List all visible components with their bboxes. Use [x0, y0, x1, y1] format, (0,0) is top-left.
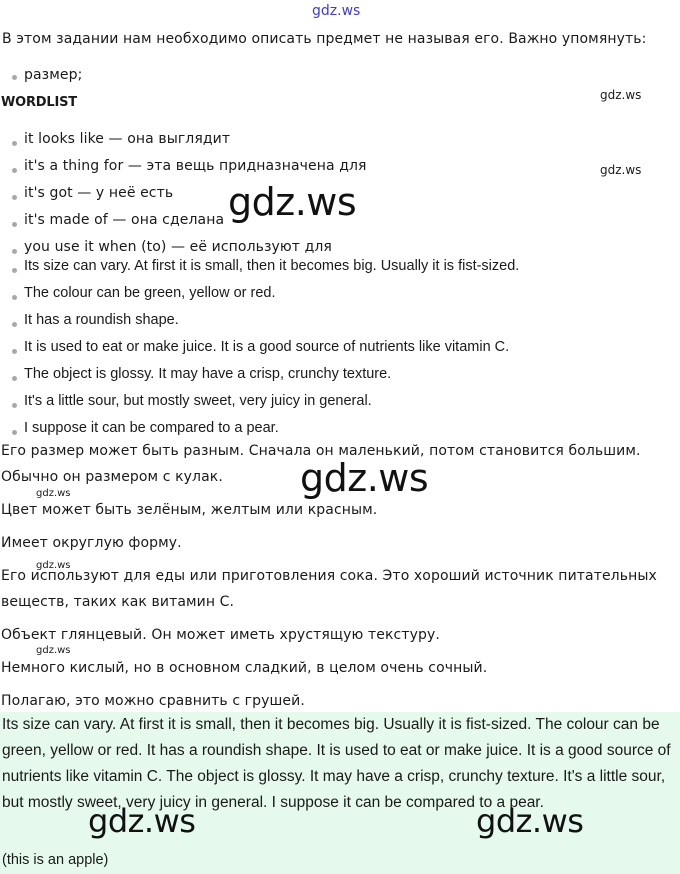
answer-note: (this is an apple): [2, 852, 109, 868]
bullet-icon: [12, 195, 17, 200]
english-point: It's a little sour, but mostly sweet, very juicy in general.: [24, 393, 372, 409]
wordlist-heading: WORDLIST: [1, 95, 77, 110]
watermark-large: gdz.ws: [88, 802, 196, 840]
bullet-icon: [12, 141, 17, 146]
russian-line: Цвет может быть зелёным, желтым или красным.: [1, 502, 378, 518]
english-point: It has a roundish shape.: [24, 312, 179, 328]
wordlist-item: you use it when (to) — её используют для: [24, 239, 332, 255]
english-point: The object is glossy. It may have a crisp, crunchy texture.: [24, 366, 392, 382]
english-point: I suppose it can be compared to a pear.: [24, 420, 279, 436]
watermark-tiny: gdz.ws: [36, 645, 71, 656]
english-point: Its size can vary. At first it is small, then it becomes big. Usually it is fist-sized.: [24, 258, 520, 274]
answer-paragraph: Its size can vary. At first it is small, then it becomes big. Usually it is fist-sized. The colour can be green, yellow or red. It has a roundish shape. It is used to eat or make juice. It is a good source of nutrients like vitamin C. The object is glossy. It may have a crisp, crunchy texture. It's a little sour, but mostly sweet, very juicy in general. I suppose it can be compared to a pear.: [2, 716, 671, 811]
wordlist-item: it's got — у неё есть: [24, 185, 174, 201]
russian-line: Обычно он размером с кулак.: [1, 469, 223, 485]
watermark-large: gdz.ws: [476, 802, 584, 840]
bullet-icon: [12, 168, 17, 173]
russian-line: Немного кислый, но в основном сладкий, в целом очень сочный.: [1, 660, 488, 676]
english-point: The colour can be green, yellow or red.: [24, 285, 276, 301]
wordlist-item: it's made of — она сделана: [24, 212, 225, 228]
wordlist-item: it's a thing for — эта вещь придназначена для: [24, 158, 367, 174]
intro-bullet: размер;: [24, 67, 83, 83]
watermark-large: gdz.ws: [228, 180, 357, 224]
watermark-small: gdz.ws: [600, 88, 642, 102]
intro-text: В этом задании нам необходимо описать предмет не называя его. Важно упомянуть:: [2, 31, 647, 47]
english-point: It is used to eat or make juice. It is a good source of nutrients like vitamin C.: [24, 339, 510, 355]
russian-line: Объект глянцевый. Он может иметь хрустящую текстуру.: [1, 627, 440, 643]
watermark-tiny: gdz.ws: [36, 560, 71, 571]
watermark-small: gdz.ws: [600, 163, 642, 177]
wordlist-item: it looks like — она выглядит: [24, 131, 231, 147]
watermark-top: gdz.ws: [312, 3, 361, 19]
bullet-icon: [12, 249, 17, 254]
bullet-icon: [12, 222, 17, 227]
russian-line: веществ, таких как витамин С.: [1, 594, 235, 610]
russian-line: Полагаю, это можно сравнить с грушей.: [1, 693, 305, 709]
bullet-icon: [12, 295, 17, 300]
bullet-icon: [12, 268, 17, 273]
bullet-icon: [12, 75, 17, 80]
bullet-icon: [12, 430, 17, 435]
watermark-large: gdz.ws: [300, 456, 429, 500]
bullet-icon: [12, 403, 17, 408]
watermark-tiny: gdz.ws: [36, 488, 71, 499]
bullet-icon: [12, 322, 17, 327]
bullet-icon: [12, 349, 17, 354]
bullet-icon: [12, 376, 17, 381]
russian-line: Его используют для еды или приготовления сока. Это хороший источник питательных: [1, 568, 657, 584]
russian-line: Его размер может быть разным. Сначала он маленький, потом становится большим.: [1, 443, 641, 459]
russian-line: Имеет округлую форму.: [1, 535, 182, 551]
